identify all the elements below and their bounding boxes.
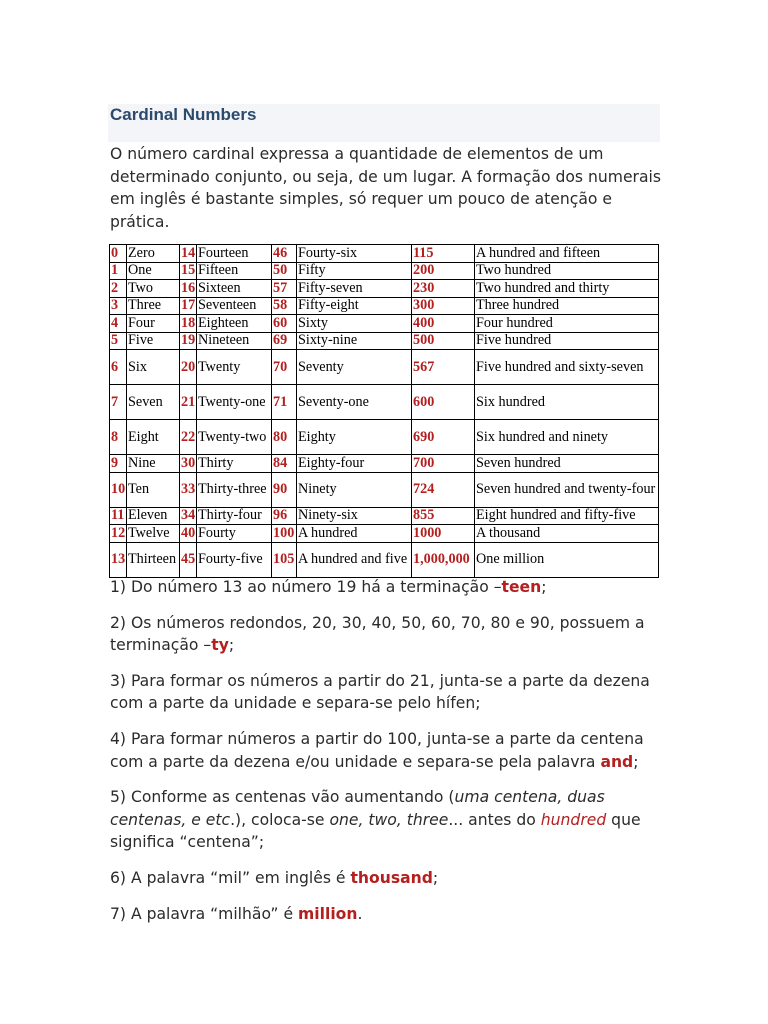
number-cell: 300 bbox=[412, 297, 475, 315]
table-row bbox=[110, 507, 659, 525]
table-row bbox=[110, 350, 659, 385]
word-cell: Ninety-six bbox=[297, 507, 412, 525]
word-cell: Thirty bbox=[197, 455, 272, 473]
rule-1-highlight: teen bbox=[501, 578, 542, 596]
number-cell: 18 bbox=[181, 314, 196, 331]
number-cell: 200 bbox=[412, 262, 475, 280]
number-cell: 1 bbox=[110, 262, 127, 280]
number-cell: 22 bbox=[180, 420, 197, 455]
number-cell: 500 bbox=[412, 332, 475, 350]
number-cell: 3 bbox=[110, 297, 127, 315]
word-cell: One bbox=[127, 262, 180, 280]
number-cell: 60 bbox=[272, 315, 297, 333]
rule-7-highlight: million bbox=[298, 904, 358, 923]
rules-list bbox=[110, 576, 670, 938]
word-cell: Fourty bbox=[197, 525, 272, 543]
rule-4-highlight: and bbox=[600, 752, 634, 771]
word-cell: Twenty-one bbox=[197, 385, 272, 420]
word-cell: Sixteen bbox=[197, 280, 272, 298]
table-row bbox=[110, 420, 659, 455]
word-cell: Twenty-two bbox=[197, 420, 272, 455]
table-row bbox=[110, 472, 659, 507]
word-cell: Seventy-one bbox=[297, 385, 412, 420]
number-cell: 46 bbox=[272, 245, 297, 263]
word-cell: Six hundred and ninety bbox=[475, 420, 659, 455]
number-cell: 105 bbox=[272, 542, 297, 577]
word-cell: Eight hundred and fifty-five bbox=[475, 507, 659, 525]
word-cell: Fifty-eight bbox=[297, 297, 412, 315]
word-cell: Fifteen bbox=[197, 262, 272, 280]
number-cell: 71 bbox=[272, 385, 297, 420]
word-cell: Sixty-nine bbox=[297, 332, 412, 350]
word-cell: Six bbox=[127, 350, 180, 385]
number-cell: 8 bbox=[110, 420, 127, 455]
word-cell: Sixty bbox=[297, 315, 412, 333]
word-cell: Fifty-seven bbox=[297, 280, 412, 298]
word-cell: Seven bbox=[127, 385, 180, 420]
word-cell: Six hundred bbox=[475, 385, 659, 420]
number-cell: 10 bbox=[110, 472, 127, 507]
number-cell: 230 bbox=[412, 280, 475, 298]
word-cell: Nineteen bbox=[197, 332, 272, 350]
number-cell: 6 bbox=[110, 350, 127, 385]
word-cell: Five hundred bbox=[475, 332, 659, 350]
number-cell: 13 bbox=[110, 542, 127, 577]
table-row bbox=[110, 315, 659, 333]
word-cell: Three hundred bbox=[475, 297, 659, 315]
number-cell: 855 bbox=[412, 507, 475, 525]
number-cell: 90 bbox=[272, 472, 297, 507]
word-cell: Eighty-four bbox=[297, 455, 412, 473]
rule-4: 4) Para formar números a partir do 100, junta-se a parte da centena com a parte da dezena e/ou unidade e separa-se pela palavra and; bbox=[110, 729, 644, 771]
number-cell: 16 bbox=[181, 279, 196, 296]
number-cell: 40 bbox=[181, 524, 196, 541]
number-cell: 70 bbox=[272, 350, 297, 385]
word-cell: A thousand bbox=[475, 525, 659, 543]
table-row bbox=[110, 280, 659, 298]
table-row bbox=[110, 262, 659, 280]
rule-2: 2) Os números redondos, 20, 30, 40, 50, 60, 70, 80 e 90, possuem a terminação –ty; bbox=[110, 613, 645, 655]
number-cell: 21 bbox=[180, 385, 197, 420]
number-cell: 7 bbox=[110, 385, 127, 420]
number-cell: 1,000,000 bbox=[412, 542, 475, 577]
number-cell: 0 bbox=[110, 245, 127, 263]
word-cell: Twenty bbox=[197, 350, 272, 385]
number-cell: 12 bbox=[111, 524, 126, 541]
word-cell: A hundred bbox=[297, 525, 412, 543]
rule-3: 3) Para formar os números a partir do 21, junta-se a parte da dezena com a parte da unidade e separa-se pelo hífen; bbox=[110, 671, 650, 713]
word-cell: Eight bbox=[127, 420, 180, 455]
word-cell: Fifty bbox=[297, 262, 412, 280]
word-cell: Twelve bbox=[127, 525, 180, 543]
cardinal-numbers-table bbox=[109, 244, 659, 578]
number-cell: 14 bbox=[181, 244, 196, 261]
rule-2-highlight: ty bbox=[211, 636, 229, 655]
number-cell: 19 bbox=[181, 332, 196, 349]
word-cell: Three bbox=[127, 297, 180, 315]
word-cell: Ten bbox=[127, 472, 180, 507]
word-cell: Five hundred and sixty-seven bbox=[475, 350, 659, 385]
word-cell: A hundred and fifteen bbox=[475, 245, 659, 263]
word-cell: Thirty-three bbox=[197, 472, 272, 507]
word-cell: Seven hundred bbox=[475, 455, 659, 473]
word-cell: Fourty-five bbox=[197, 542, 272, 577]
title-bar bbox=[108, 104, 660, 142]
word-cell: Two bbox=[127, 280, 180, 298]
table-row bbox=[110, 332, 659, 350]
table-row bbox=[110, 245, 659, 263]
number-cell: 69 bbox=[272, 332, 297, 350]
number-cell: 567 bbox=[412, 350, 475, 385]
number-cell: 96 bbox=[272, 507, 297, 525]
number-cell: 9 bbox=[110, 455, 127, 473]
number-cell: 2 bbox=[110, 280, 127, 298]
number-cell: 84 bbox=[272, 455, 297, 473]
table-row bbox=[110, 385, 659, 420]
word-cell: Seventy bbox=[297, 350, 412, 385]
number-cell: 45 bbox=[180, 542, 197, 577]
word-cell: Four bbox=[127, 315, 180, 333]
table-row bbox=[110, 297, 659, 315]
number-cell: 4 bbox=[110, 315, 127, 333]
rule-5-highlight: hundred bbox=[540, 810, 607, 829]
word-cell: Two hundred bbox=[475, 262, 659, 280]
word-cell: Thirteen bbox=[127, 542, 180, 577]
word-cell: Nine bbox=[127, 455, 180, 473]
rule-6-highlight: thousand bbox=[350, 868, 433, 887]
number-cell: 690 bbox=[412, 420, 475, 455]
number-cell: 400 bbox=[412, 315, 475, 333]
word-cell: Fourty-six bbox=[297, 245, 412, 263]
word-cell: Four hundred bbox=[475, 315, 659, 333]
number-cell: 17 bbox=[181, 297, 196, 314]
word-cell: Seven hundred and twenty-four bbox=[475, 472, 659, 507]
table-row bbox=[110, 455, 659, 473]
number-cell: 57 bbox=[272, 280, 297, 298]
number-cell: 58 bbox=[272, 297, 297, 315]
rule-6: 6) A palavra “mil” em inglês é thousand; bbox=[110, 868, 439, 887]
word-cell: Zero bbox=[127, 245, 180, 263]
number-cell: 5 bbox=[110, 332, 127, 350]
word-cell: Five bbox=[127, 332, 180, 350]
word-cell: Eleven bbox=[127, 507, 180, 525]
number-cell: 100 bbox=[272, 525, 297, 543]
rule-7: 7) A palavra “milhão” é million. bbox=[110, 904, 363, 923]
number-cell: 80 bbox=[272, 420, 297, 455]
word-cell: Ninety bbox=[297, 472, 412, 507]
table-row bbox=[110, 542, 659, 577]
number-cell: 724 bbox=[412, 472, 475, 507]
number-cell: 15 bbox=[181, 262, 196, 279]
number-cell: 115 bbox=[412, 245, 475, 263]
number-cell: 34 bbox=[181, 507, 196, 524]
word-cell: One million bbox=[475, 542, 659, 577]
word-cell: Eighty bbox=[297, 420, 412, 455]
table-body bbox=[110, 245, 659, 578]
intro-paragraph: O número cardinal expressa a quantidade de elementos de um determinado conjunto, ou seja, de um lugar. A formação dos numerais em inglês é bastante simples, só requer um pouco de atenção e prática. bbox=[110, 145, 661, 231]
number-cell: 20 bbox=[180, 350, 197, 385]
word-cell: Fourteen bbox=[197, 245, 272, 263]
number-cell: 50 bbox=[272, 262, 297, 280]
word-cell: Thirty-four bbox=[197, 507, 272, 525]
word-cell: Eighteen bbox=[197, 315, 272, 333]
number-cell: 700 bbox=[412, 455, 475, 473]
number-cell: 30 bbox=[181, 454, 196, 471]
word-cell: Two hundred and thirty bbox=[475, 280, 659, 298]
word-cell: A hundred and five bbox=[297, 542, 412, 577]
word-cell: Seventeen bbox=[197, 297, 272, 315]
number-cell: 1000 bbox=[412, 525, 475, 543]
rule-1: 1) Do número 13 ao número 19 há a terminação –teen; bbox=[110, 578, 547, 596]
table-row bbox=[110, 525, 659, 543]
number-cell: 600 bbox=[412, 385, 475, 420]
number-cell: 11 bbox=[110, 507, 127, 525]
number-cell: 33 bbox=[180, 472, 197, 507]
rule-5: 5) Conforme as centenas vão aumentando (uma centena, duas centenas, e etc.), coloca-se one, two, three... antes do hundred que significa “centena”; bbox=[110, 788, 641, 852]
page-title: Cardinal Numbers bbox=[110, 105, 257, 124]
